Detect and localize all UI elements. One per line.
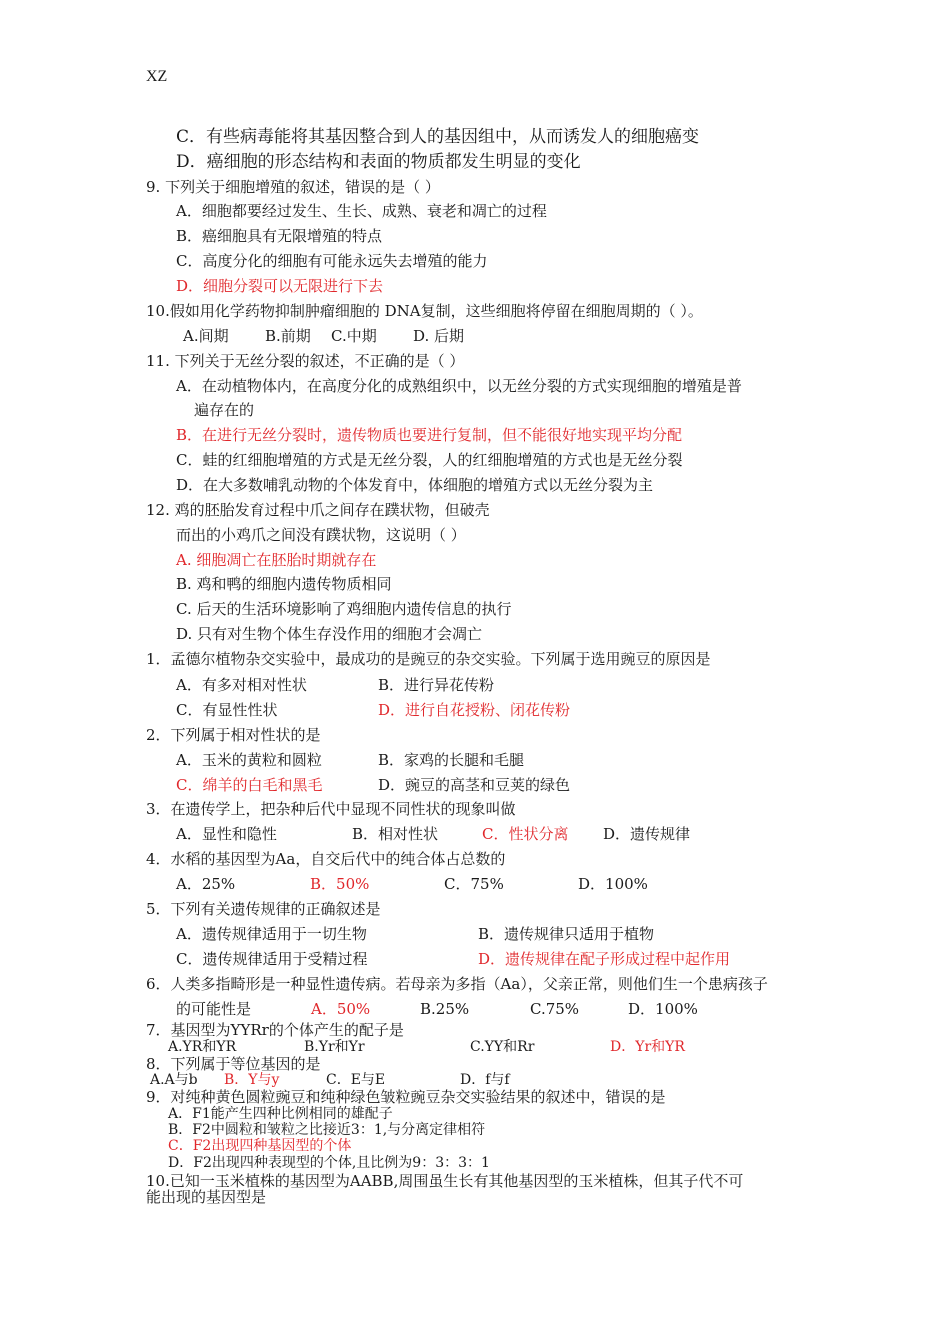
answer-option: B．Y与y xyxy=(224,1072,280,1088)
question-2: 2．下列属于相对性状的是 xyxy=(146,726,321,744)
option: B.25% xyxy=(420,1000,470,1018)
answer-option: A. 细胞凋亡在胚胎时期就存在 xyxy=(176,551,377,569)
options-row xyxy=(176,751,796,769)
options-row xyxy=(176,875,796,893)
option-line: D. 只有对生物个体生存没作用的细胞才会凋亡 xyxy=(176,625,483,643)
option: A．显性和隐性 xyxy=(176,825,277,843)
answer-option: D．Yr和YR xyxy=(610,1039,685,1055)
answer-option: C．绵羊的白毛和黑毛 xyxy=(176,776,323,794)
option-line: B．癌细胞具有无限增殖的特点 xyxy=(176,227,383,245)
option: D. 后期 xyxy=(413,327,465,345)
option-line: A．在动植物体内，在高度分化的成熟组织中，以无丝分裂的方式实现细胞的增殖是普 xyxy=(176,377,742,395)
option-line: B. 鸡和鸭的细胞内遗传物质相同 xyxy=(176,575,392,593)
option: B.前期 xyxy=(265,327,311,345)
answer-option: D．遗传规律在配子形成过程中起作用 xyxy=(478,950,731,968)
question-12: 12. 鸡的胚胎发育过程中爪之间存在蹼状物，但破壳 xyxy=(146,501,490,519)
option: C.75% xyxy=(530,1000,580,1018)
option: D．100% xyxy=(578,875,648,893)
option: B．进行异花传粉 xyxy=(378,676,495,694)
option: C.YY和Rr xyxy=(470,1039,535,1055)
question-3: 3．在遗传学上，把杂种后代中显现不同性状的现象叫做 xyxy=(146,800,516,818)
option: D．遗传规律 xyxy=(603,825,691,843)
option-line: C．高度分化的细胞有可能永远失去增殖的能力 xyxy=(176,252,488,270)
answer-option: D．进行自花授粉、闭花传粉 xyxy=(378,701,571,719)
option: D．100% xyxy=(628,1000,698,1018)
option: A.A与b xyxy=(150,1072,198,1088)
options-row xyxy=(176,825,796,843)
question-9b: 9．对纯种黄色圆粒豌豆和纯种绿色皱粒豌豆杂交实验结果的叙述中，错误的是 xyxy=(146,1088,666,1106)
option: A.间期 xyxy=(183,327,229,345)
question-10b: 10.已知一玉米植株的基因型为AABB,周围虽生长有其他基因型的玉米植株，但其子代不可 xyxy=(146,1172,744,1190)
option: A．25% xyxy=(176,875,236,893)
option: C．遗传规律适用于受精过程 xyxy=(176,950,368,968)
question-11: 11. 下列关于无丝分裂的叙述，不正确的是（ ） xyxy=(146,352,465,370)
options-row xyxy=(168,1039,788,1055)
options-row xyxy=(176,925,796,943)
answer-option: B．在进行无丝分裂时，遗传物质也要进行复制，但不能很好地实现平均分配 xyxy=(176,426,683,444)
question-6: 6．人类多指畸形是一种显性遗传病。若母亲为多指（Aa），父亲正常，则他们生一个患病孩子 xyxy=(146,975,768,993)
option: D．f与f xyxy=(460,1072,510,1088)
text-line: 的可能性是 xyxy=(176,1000,252,1018)
option: B．相对性状 xyxy=(352,825,439,843)
answer-option: C．性状分离 xyxy=(482,825,569,843)
question-9: 9. 下列关于细胞增殖的叙述，错误的是（ ） xyxy=(146,178,440,196)
option-line: D．在大多数哺乳动物的个体发育中，体细胞的增殖方式以无丝分裂为主 xyxy=(176,476,654,494)
options-row xyxy=(150,1072,770,1088)
option-line: C. 后天的生活环境影响了鸡细胞内遗传信息的执行 xyxy=(176,600,512,618)
option-line: C．蛙的红细胞增殖的方式是无丝分裂，人的红细胞增殖的方式也是无丝分裂 xyxy=(176,451,683,469)
answer-option: D．细胞分裂可以无限进行下去 xyxy=(176,277,384,295)
question-10: 10.假如用化学药物抑制肿瘤细胞的 DNA复制，这些细胞将停留在细胞周期的（ ）。 xyxy=(146,302,703,320)
question-8: 8．下列属于等位基因的是 xyxy=(146,1055,321,1073)
options-row xyxy=(176,1000,796,1018)
option: A．遗传规律适用于一切生物 xyxy=(176,925,367,943)
options-row xyxy=(176,676,796,694)
option: C．E与E xyxy=(326,1072,386,1088)
option-line: A．细胞都要经过发生、生长、成熟、衰老和凋亡的过程 xyxy=(176,202,547,220)
options-row xyxy=(176,701,796,719)
option-line: D．F2出现四种表现型的个体,且比例为9：3：3：1 xyxy=(168,1155,490,1171)
options-row xyxy=(176,950,796,968)
options-row xyxy=(176,776,796,794)
header-mark: XZ xyxy=(146,68,168,85)
option: B．家鸡的长腿和毛腿 xyxy=(378,751,525,769)
option-line: A．F1能产生四种比例相同的雄配子 xyxy=(168,1106,393,1122)
option: C.中期 xyxy=(331,327,377,345)
question-7: 7．基因型为YYRr的个体产生的配子是 xyxy=(146,1021,404,1039)
question-1: 1．孟德尔植物杂交实验中，最成功的是豌豆的杂交实验。下列属于选用豌豆的原因是 xyxy=(146,650,711,668)
option: D．豌豆的高茎和豆荚的绿色 xyxy=(378,776,571,794)
options-row xyxy=(183,327,803,345)
question-5: 5．下列有关遗传规律的正确叙述是 xyxy=(146,900,381,918)
option-line: B．F2中圆粒和皱粒之比接近3：1,与分离定律相符 xyxy=(168,1122,486,1138)
option: A．有多对相对性状 xyxy=(176,676,307,694)
question-4: 4．水稻的基因型为Aa，自交后代中的纯合体占总数的 xyxy=(146,850,506,868)
option: A．玉米的黄粒和圆粒 xyxy=(176,751,322,769)
answer-option: C．F2出现四种基因型的个体 xyxy=(168,1138,352,1154)
answer-option: B．50% xyxy=(310,875,370,893)
option-line: 遍存在的 xyxy=(194,401,255,419)
answer-option: A．50% xyxy=(311,1000,371,1018)
option: C．75% xyxy=(444,875,504,893)
text-line: C．有些病毒能将其基因整合到人的基因组中，从而诱发人的细胞癌变 xyxy=(176,127,700,147)
option: C．有显性性状 xyxy=(176,701,278,719)
text-line: 能出现的基因型是 xyxy=(146,1188,267,1206)
text-line: D．癌细胞的形态结构和表面的物质都发生明显的变化 xyxy=(176,152,581,172)
text-line: 而出的小鸡爪之间没有蹼状物，这说明（ ） xyxy=(176,526,466,544)
option: B．遗传规律只适用于植物 xyxy=(478,925,655,943)
option: A.YR和YR xyxy=(168,1039,237,1055)
option: B.Yr和Yr xyxy=(304,1039,365,1055)
